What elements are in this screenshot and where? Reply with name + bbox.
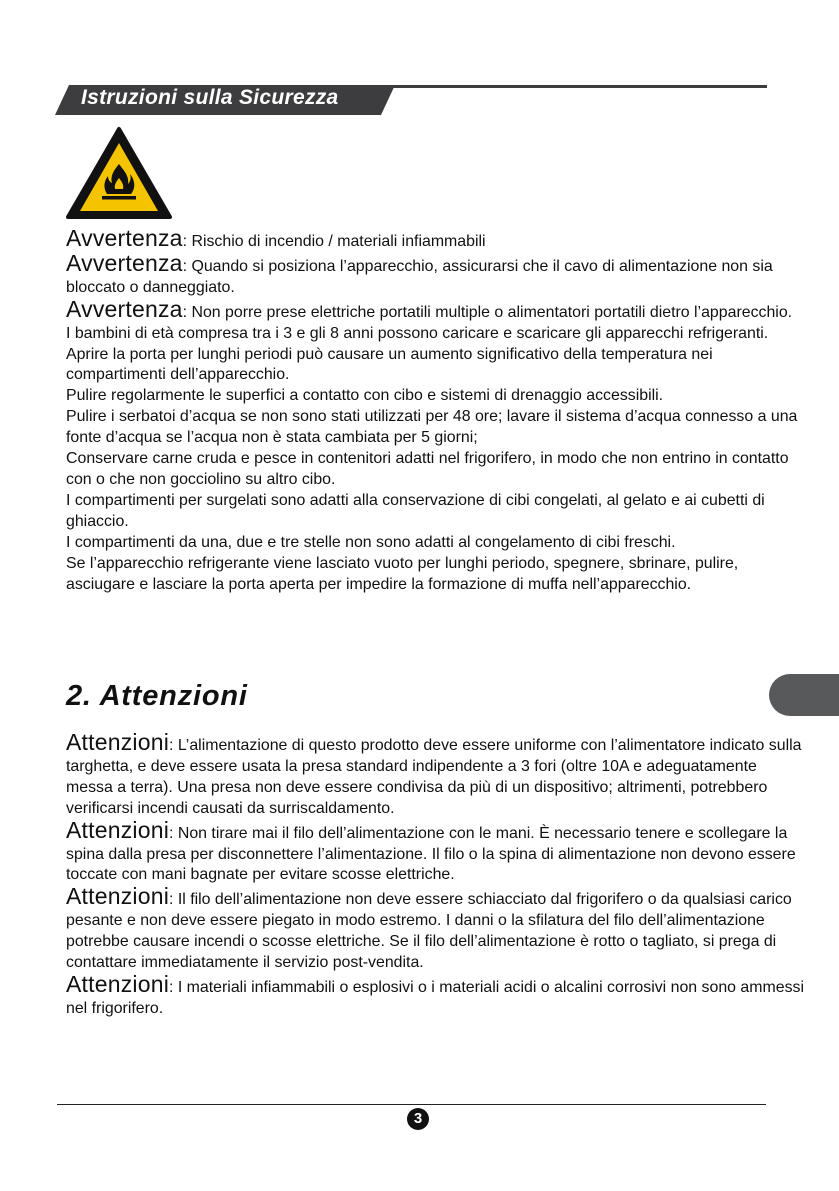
paragraph: Se l’apparecchio refrigerante viene lasciato vuoto per lunghi periodo, spegnere, sbrinare, pulire, asciugare e lasciare la porta aperta per impedire la formazione di muffa nell’apparecchio. xyxy=(66,554,739,593)
paragraph xyxy=(66,816,806,887)
paragraph-text: : Rischio di incendio / materiali infiammabili xyxy=(182,233,486,250)
caution-lead: Attenzioni xyxy=(66,970,170,997)
paragraph xyxy=(66,295,806,324)
paragraph xyxy=(66,883,806,974)
paragraph: Conservare carne cruda e pesce in contenitori adatti nel frigorifero, in modo che non entrino in contatto con o che non gocciolino su altro cibo. xyxy=(66,450,789,488)
paragraph-text: : Il filo dell’alimentazione non deve essere schiacciato dal frigorifero o da qualsiasi carico pesante e non deve essere piegato in modo estremo. I danni o la sfilatura del filo dell’alimentazione potrebbe causare incendi o scosse elettriche. Se il filo dell’alimentazione è rotto o tagliato, si prega di contattare immediatamente il servizio post-vendita. xyxy=(66,891,792,972)
caution-lead: Attenzioni xyxy=(66,883,170,910)
paragraph-text: : L’alimentazione di questo prodotto deve essere uniforme con l’alimentatore indicato sulla targhetta, e deve essere usata la presa standard indipendente a 3 fori (oltre 10A e adeguatamente messa a terra). Una presa non deve essere condivisa da più di un dispositivo; altrimenti, potrebbero verificarsi incendi causati da surriscaldamento. xyxy=(66,737,802,817)
paragraph-text: : Quando si posiziona l’apparecchio, assicurarsi che il cavo di alimentazione non sia bloccato o danneggiato. xyxy=(66,257,773,296)
paragraph: Pulire regolarmente le superfici a contatto con cibo e sistemi di drenaggio accessibili. xyxy=(66,387,664,405)
side-tab-marker xyxy=(769,674,839,716)
caution-lead: Attenzioni xyxy=(66,729,170,755)
paragraph xyxy=(66,249,806,299)
paragraph: I bambini di età compresa tra i 3 e gli 8 anni possono caricare e scaricare gli apparecchi refrigeranti. xyxy=(66,324,769,342)
flammable-warning-icon xyxy=(65,126,173,220)
section-header xyxy=(55,85,767,115)
paragraph-text: : Non porre prese elettriche portatili multiple o alimentatori portatili dietro l’apparecchio. xyxy=(182,303,793,321)
section1-content xyxy=(66,225,806,595)
paragraph: I compartimenti da una, due e tre stelle non sono adatti al congelamento di cibi freschi. xyxy=(66,533,676,551)
warning-lead: Avvertenza xyxy=(66,295,183,322)
header-title: Istruzioni sulla Sicurezza xyxy=(81,86,339,109)
paragraph xyxy=(66,729,806,820)
paragraph: I compartimenti per surgelati sono adatti alla conservazione di cibi congelati, al gelato e ai cubetti di ghiaccio. xyxy=(66,491,765,530)
warning-lead: Avvertenza xyxy=(66,225,183,251)
paragraph xyxy=(66,970,806,1020)
paragraph-text: : Non tirare mai il filo dell’alimentazione con le mani. È necessario tenere e scollegare la spina dalla presa per disconnettere l’alimentazione. Il filo o la spina di alimentazione non devono essere toccate con mani bagnate per evitare scosse elettriche. xyxy=(66,824,796,884)
paragraph: Pulire i serbatoi d’acqua se non sono stati utilizzati per 48 ore; lavare il sistema d’acqua connesso a una fonte d’acqua se l’acqua non è stata cambiata per 5 giorni; xyxy=(66,408,798,447)
paragraph: Aprire la porta per lunghi periodi può causare un aumento significativo della temperatura nei compartimenti dell’apparecchio. xyxy=(66,345,713,384)
section2-content xyxy=(66,729,806,1020)
section-title: 2. Attenzioni xyxy=(66,680,248,712)
footer-divider xyxy=(57,1104,766,1105)
caution-lead: Attenzioni xyxy=(66,816,170,843)
paragraph-text: : I materiali infiammabili o esplosivi o i materiali acidi o alcalini corrosivi non sono ammessi nel frigorifero. xyxy=(66,978,804,1017)
warning-lead: Avvertenza xyxy=(66,249,183,276)
page-number: 3 xyxy=(407,1108,429,1130)
